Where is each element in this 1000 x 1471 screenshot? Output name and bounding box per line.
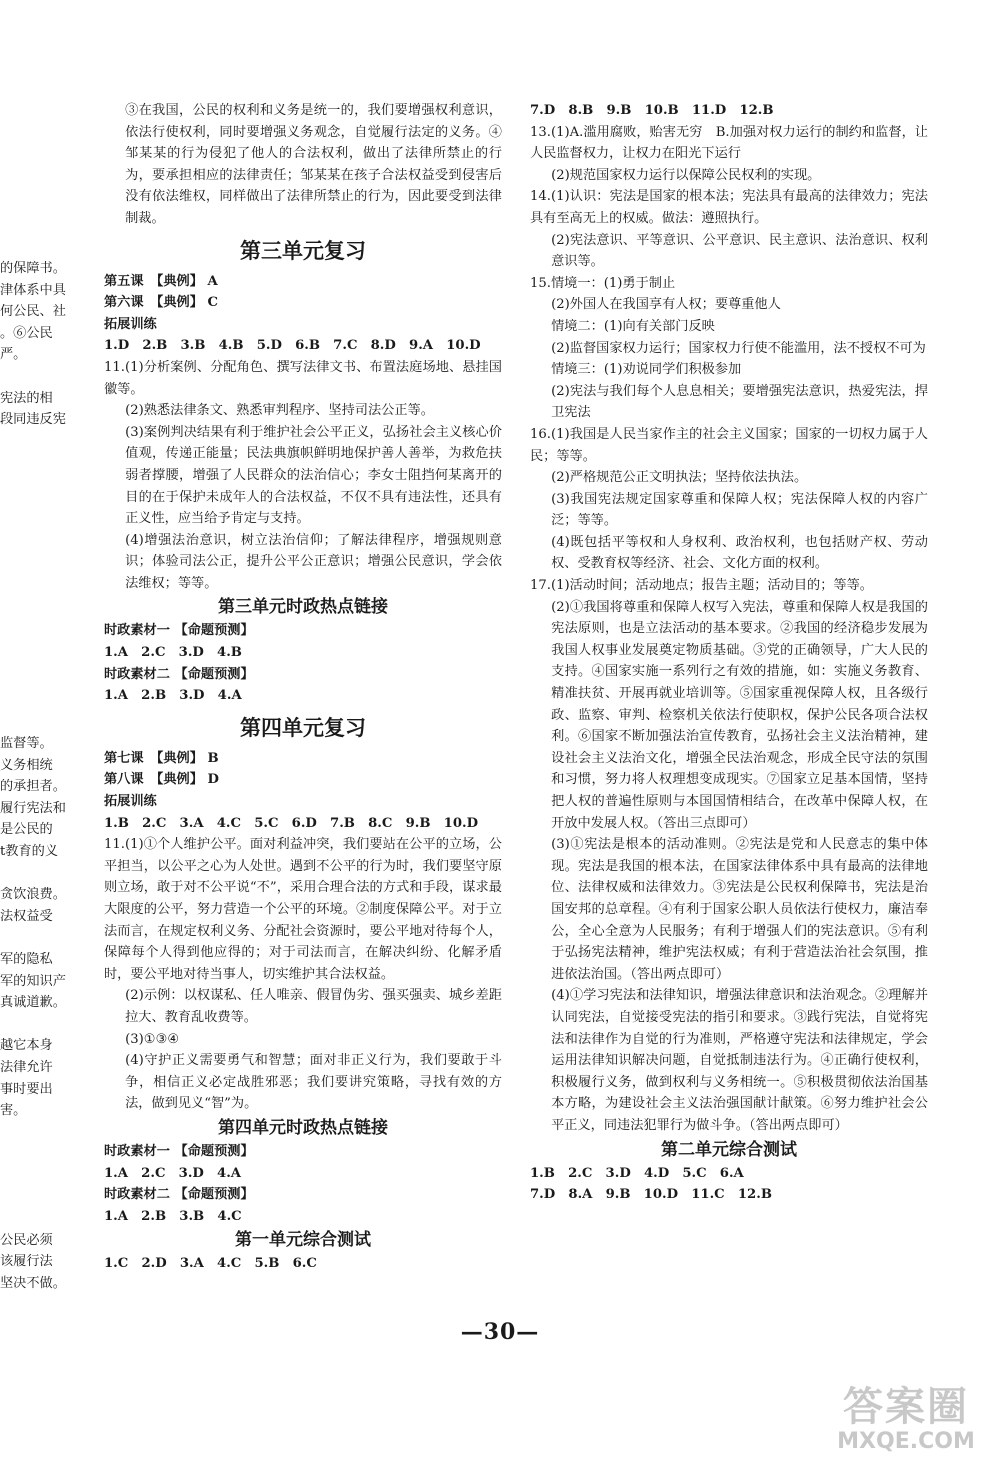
unit3-hot-title: 第三单元时政热点链接 — [218, 597, 388, 618]
unit2-test-answers-2: 7.D 8.A 9.B 10.D 11.C 12.B — [530, 1187, 772, 1203]
unit3-q11-part4: (4)增强法治意识，树立法治信仰；了解法律程序，增强规则意识；体验司法公正，提升公平公正意识；增强公民意识，学会依法维权；等等。 — [125, 532, 502, 591]
unit3-extension-label: 拓展训练 — [104, 316, 157, 332]
left-fragment-line: 是公民的 — [0, 822, 53, 838]
q15-part2: (2)外国人在我国享有人权；要尊重他人 — [551, 297, 781, 313]
unit3-q11-part3: (3)案例判决结果有利于维护社会公平正义，弘扬社会主义核心价值观，传递正能量；民法典旗帜鲜明地保护善人善举，为救危扶弱者撑腰，增强了人民群众的法治信心；李女士阻挡何某离开的目的在于保护未成年人的合法权益，不仅不具有违法性，还具有正义性，应当给予肯定与支持。 — [125, 424, 502, 527]
left-fragment-line: 公民必须 — [0, 1232, 53, 1248]
left-fragment-line — [0, 604, 78, 626]
unit3-hot1-label: 时政素材一 【命题预测】 — [104, 623, 254, 639]
middle-column — [104, 100, 502, 1275]
left-fragment-line — [0, 647, 78, 669]
left-fragment-line — [0, 711, 78, 733]
left-fragment-line — [0, 1165, 78, 1187]
left-fragment-line: 真诚道歉。 — [0, 995, 66, 1011]
site-watermark — [820, 1385, 992, 1467]
left-fragment-line — [0, 927, 78, 949]
left-fragment-line: 军的知识产 — [0, 973, 66, 989]
unit4-q11-part1: 11.(1)①个人维护公平。面对利益冲突，我们要站在公平的立场，公平担当，以公平之心为人处世。遇到不公平的行为时，我们要坚守原则立场，敢于对不公平说“不”，采用合理合法的方式和手段，谋求最大限度的公平，努力营造一个公平的环境。②制度保障公平。对于立法而言，在规定权利义务、分配社会资源时，要公平地对待每个人，保障每个人得到他应得的；对于司法而言，在解决纠纷、化解矛盾时，要公平地对待当事人，切实维护其合法权益。 — [104, 837, 502, 982]
unit4-hot2-label: 时政素材二 【命题预测】 — [104, 1187, 254, 1203]
left-fragment-line: 段同违反宪 — [0, 412, 66, 428]
unit4-hot-title: 第四单元时政热点链接 — [218, 1117, 388, 1138]
unit4-hot1-label: 时政素材一 【命题预测】 — [104, 1143, 254, 1159]
unit4-lesson8: 第八课 【典例】 D — [104, 772, 219, 788]
left-fragment-line — [0, 625, 78, 647]
unit4-extension-label: 拓展训练 — [104, 794, 157, 810]
q17-part3: (3)①宪法是根本的活动准则。②宪法是党和人民意志的集中体现。宪法是我国的根本法，在国家法律体系中具有最高的法律地位、法律权威和法律效力。③宪法是公民权利保障书，宪法是治国安邦的总章程。④有利于国家公职人员依法行使权力，廉洁奉公，全心全意为人民服务；有利于增强人们的宪法意识。⑤有利于弘扬宪法精神，维护宪法权威；有利于营造法治社会氛围，推进依法治国。（答出两点即可） — [551, 837, 928, 982]
unit4-hot1-answers: 1.A 2.C 3.D 4.A — [104, 1165, 242, 1181]
left-fragment-line — [0, 1014, 78, 1036]
left-fragment-line — [0, 1187, 78, 1209]
q16-part4: (4)既包括平等权和人身权利、政治权利，也包括财产权、劳动权、受教育权等经济、社会、文化方面的权利。 — [551, 534, 928, 572]
left-fragment-line: 该履行法 — [0, 1254, 53, 1270]
left-fragment-line: 法律允许 — [0, 1059, 53, 1075]
unit3-mc-answers: 1.D 2.B 3.B 4.B 5.D 6.B 7.C 8.D 9.A 10.D — [104, 338, 481, 354]
left-fragment-line: 贪饮浪费。 — [0, 887, 66, 903]
left-fragment-line — [0, 1143, 78, 1165]
left-fragment-line: 严。 — [0, 347, 27, 363]
q17-part1: 17.(1)活动时间；活动地点；报告主题；活动目的；等等。 — [530, 578, 873, 594]
left-fragment-line: 义务相统 — [0, 757, 53, 773]
unit2-test-answers-1: 1.B 2.C 3.D 4.D 5.C 6.A — [530, 1165, 744, 1181]
left-fragment-line — [0, 560, 78, 582]
unit3-review-title: 第三单元复习 — [240, 238, 366, 263]
q15-part3: 情境二：(1)向有关部门反映 — [551, 318, 715, 334]
left-fragment-line: 事时要出 — [0, 1081, 53, 1097]
unit3-q11-part2: (2)熟悉法律条文、熟悉审判程序、坚持司法公正等。 — [125, 403, 434, 419]
left-fragment-line — [0, 1122, 78, 1144]
unit1-test-title: 第一单元综合测试 — [235, 1230, 371, 1251]
left-fragment-line: 宪法的相 — [0, 390, 53, 406]
intro-paragraph: ③在我国，公民的权利和义务是统一的，我们要增强权利意识，依法行使权利，同时要增强义务观念，自觉履行法定的义务。④邹某某的行为侵犯了他人的合法权利，做出了法律所禁止的行为，要承担相应的法律责任；邹某某在孩子合法权益受到侵害后没有依法维权，同样做出了法律所禁止的行为，因此要受到法律制裁。 — [125, 103, 502, 226]
unit4-hot2-answers: 1.A 2.B 3.B 4.C — [104, 1208, 242, 1224]
watermark-url: MXQE.COM — [837, 1429, 975, 1454]
unit3-q11-part1: 11.(1)分析案例、分配角色、撰写法律文书、布置法庭场地、悬挂国徽等。 — [104, 359, 502, 397]
unit4-q11-part3: (3)①③④ — [125, 1031, 180, 1047]
left-fragment-line — [0, 474, 78, 496]
left-fragment-line — [0, 452, 78, 474]
q14-part1: 14.(1)认识：宪法是国家的根本法；宪法具有最高的法律效力；宪法具有至高无上的权威。做法：遵照执行。 — [530, 189, 928, 226]
page-number: —30— — [460, 1319, 540, 1345]
unit1-test-answers: 1.C 2.D 3.A 4.C 5.B 6.C — [104, 1256, 317, 1272]
left-fragment-line: 越它本身 — [0, 1038, 53, 1054]
left-fragment-line — [0, 431, 78, 453]
unit4-mc-answers: 1.B 2.C 3.A 4.C 5.C 6.D 7.B 8.C 9.B 10.D — [104, 815, 479, 831]
right-mc-answers: 7.D 8.B 9.B 10.B 11.D 12.B — [530, 103, 774, 118]
left-fragment-line: 的承担者。 — [0, 779, 66, 795]
q15-part4: (2)监督国家权力运行；国家权力行使不能滥用，法不授权不可为 — [551, 340, 926, 356]
left-fragment-line: 监督等。 — [0, 736, 53, 752]
q13-part1: 13.(1)A.滥用腐败，贻害无穷 B.加强对权力运行的制约和监督，让人民监督权力，让权力在阳光下运行 — [530, 124, 928, 162]
q16-part3: (3)我国宪法规定国家尊重和保障人权；宪法保障人权的内容广泛；等等。 — [551, 491, 928, 529]
q17-part2: (2)①我国将尊重和保障人权写入宪法，尊重和保障人权是我国的宪法原则，也是立法活动的基本要求。②我国的经济稳步发展为我国人权事业发展奠定物质基础。③党的正确领导，广大人民的支持。④国家实施一系列行之有效的措施，如：实施义务教育、精准扶贫、开展再就业培训等。⑤国家重视保障人权，且各级行政、监察、审判、检察机关依法行使职权，保护公民各项合法权利。⑥国家不断加强法治宣传教育，弘扬社会主义法治精神，建设社会主义法治文化，增强全民法治观念，形成全民守法的氛围和习惯，努力将人权理想变成现实。⑦国家立足基本国情，坚持把人权的普遍性原则与本国国情相结合，在改革中保障人权，在开放中发展人权。（答出三点即可） — [551, 599, 928, 831]
left-fragment-line: 害。 — [0, 1103, 27, 1119]
q16-part1: 16.(1)我国是人民当家作主的社会主义国家；国家的一切权力属于人民；等等。 — [530, 426, 928, 464]
right-column — [530, 100, 928, 1206]
left-fragment-line: t教育的义 — [0, 844, 59, 860]
left-fragment-line — [0, 517, 78, 539]
left-fragment-line — [0, 582, 78, 604]
left-fragment-line — [0, 496, 78, 518]
q17-part4: (4)①学习宪法和法律知识，增强法律意识和法治观念。②理解并认同宪法，自觉接受宪法的指引和要求。③践行宪法，自觉将宪法和法律作为自觉的行为准则，严格遵守宪法和法律规定，学会运用法律知识解决问题，自觉抵制违法行为。④正确行使权利，积极履行义务，做到权利与义务相统一。⑤积极贯彻依法治国基本方略，为建设社会主义法治强国献计献策。⑥努力维护社会公平正义，同违法犯罪行为做斗争。（答出两点即可） — [551, 988, 928, 1133]
left-fragment-line: 津体系中具 — [0, 282, 66, 298]
unit4-lesson7: 第七课 【典例】 B — [104, 750, 219, 766]
unit3-hot2-label: 时政素材二 【命题预测】 — [104, 666, 254, 682]
left-fragment-line: 的保障书。 — [0, 261, 66, 276]
q16-part2: (2)严格规范公正文明执法；坚持依法执法。 — [551, 470, 808, 486]
left-fragment-line: 坚决不做。 — [0, 1275, 66, 1291]
q15-part5: 情境三：(1)劝说同学们积极参加 — [551, 362, 742, 378]
unit4-q11-part4: (4)守护正义需要勇气和智慧；面对非正义行为，我们要敢于斗争，相信正义必定战胜邪恶；我们要讲究策略，寻找有效的方法，做到见义“智”为。 — [125, 1053, 502, 1112]
unit3-lesson5: 第五课 【典例】 A — [104, 273, 218, 289]
left-fragment-line — [0, 668, 78, 690]
left-fragment-line: 法权益受 — [0, 908, 53, 924]
watermark-logo: 答案圈 — [843, 1384, 969, 1430]
unit4-review-title: 第四单元复习 — [240, 715, 366, 740]
unit4-q11-part2: (2)示例：以权谋私、任人唯亲、假冒伪劣、强买强卖、城乡差距拉大、教育乱收费等。 — [125, 988, 502, 1025]
q15-part1: 15.情境一：(1)勇于制止 — [530, 275, 676, 291]
unit3-hot2-answers: 1.A 2.B 3.D 4.A — [104, 688, 242, 704]
unit3-hot1-answers: 1.A 2.C 3.D 4.B — [104, 645, 242, 661]
left-column-fragment — [0, 258, 78, 1295]
left-fragment-line: 。⑥公民 — [0, 325, 53, 341]
unit3-lesson6: 第六课 【典例】 C — [104, 295, 218, 311]
unit2-test-title: 第二单元综合测试 — [661, 1139, 797, 1160]
left-fragment-line — [0, 539, 78, 561]
left-fragment-line — [0, 863, 78, 885]
left-fragment-line: 何公民、社 — [0, 304, 66, 320]
left-fragment-line — [0, 690, 78, 712]
left-fragment-line — [0, 366, 78, 388]
q13-part2: (2)规范国家权力运行以保障公民权利的实现。 — [551, 167, 821, 183]
left-fragment-line: 军的隐私 — [0, 952, 53, 967]
q15-part6: (2)宪法与我们每个人息息相关；要增强宪法意识，热爱宪法，捍卫宪法 — [551, 383, 928, 421]
q14-part2: (2)宪法意识、平等意识、公平意识、民主意识、法治意识、权利意识等。 — [551, 232, 928, 270]
left-fragment-line: 履行宪法和 — [0, 800, 66, 816]
left-fragment-line — [0, 1208, 78, 1230]
